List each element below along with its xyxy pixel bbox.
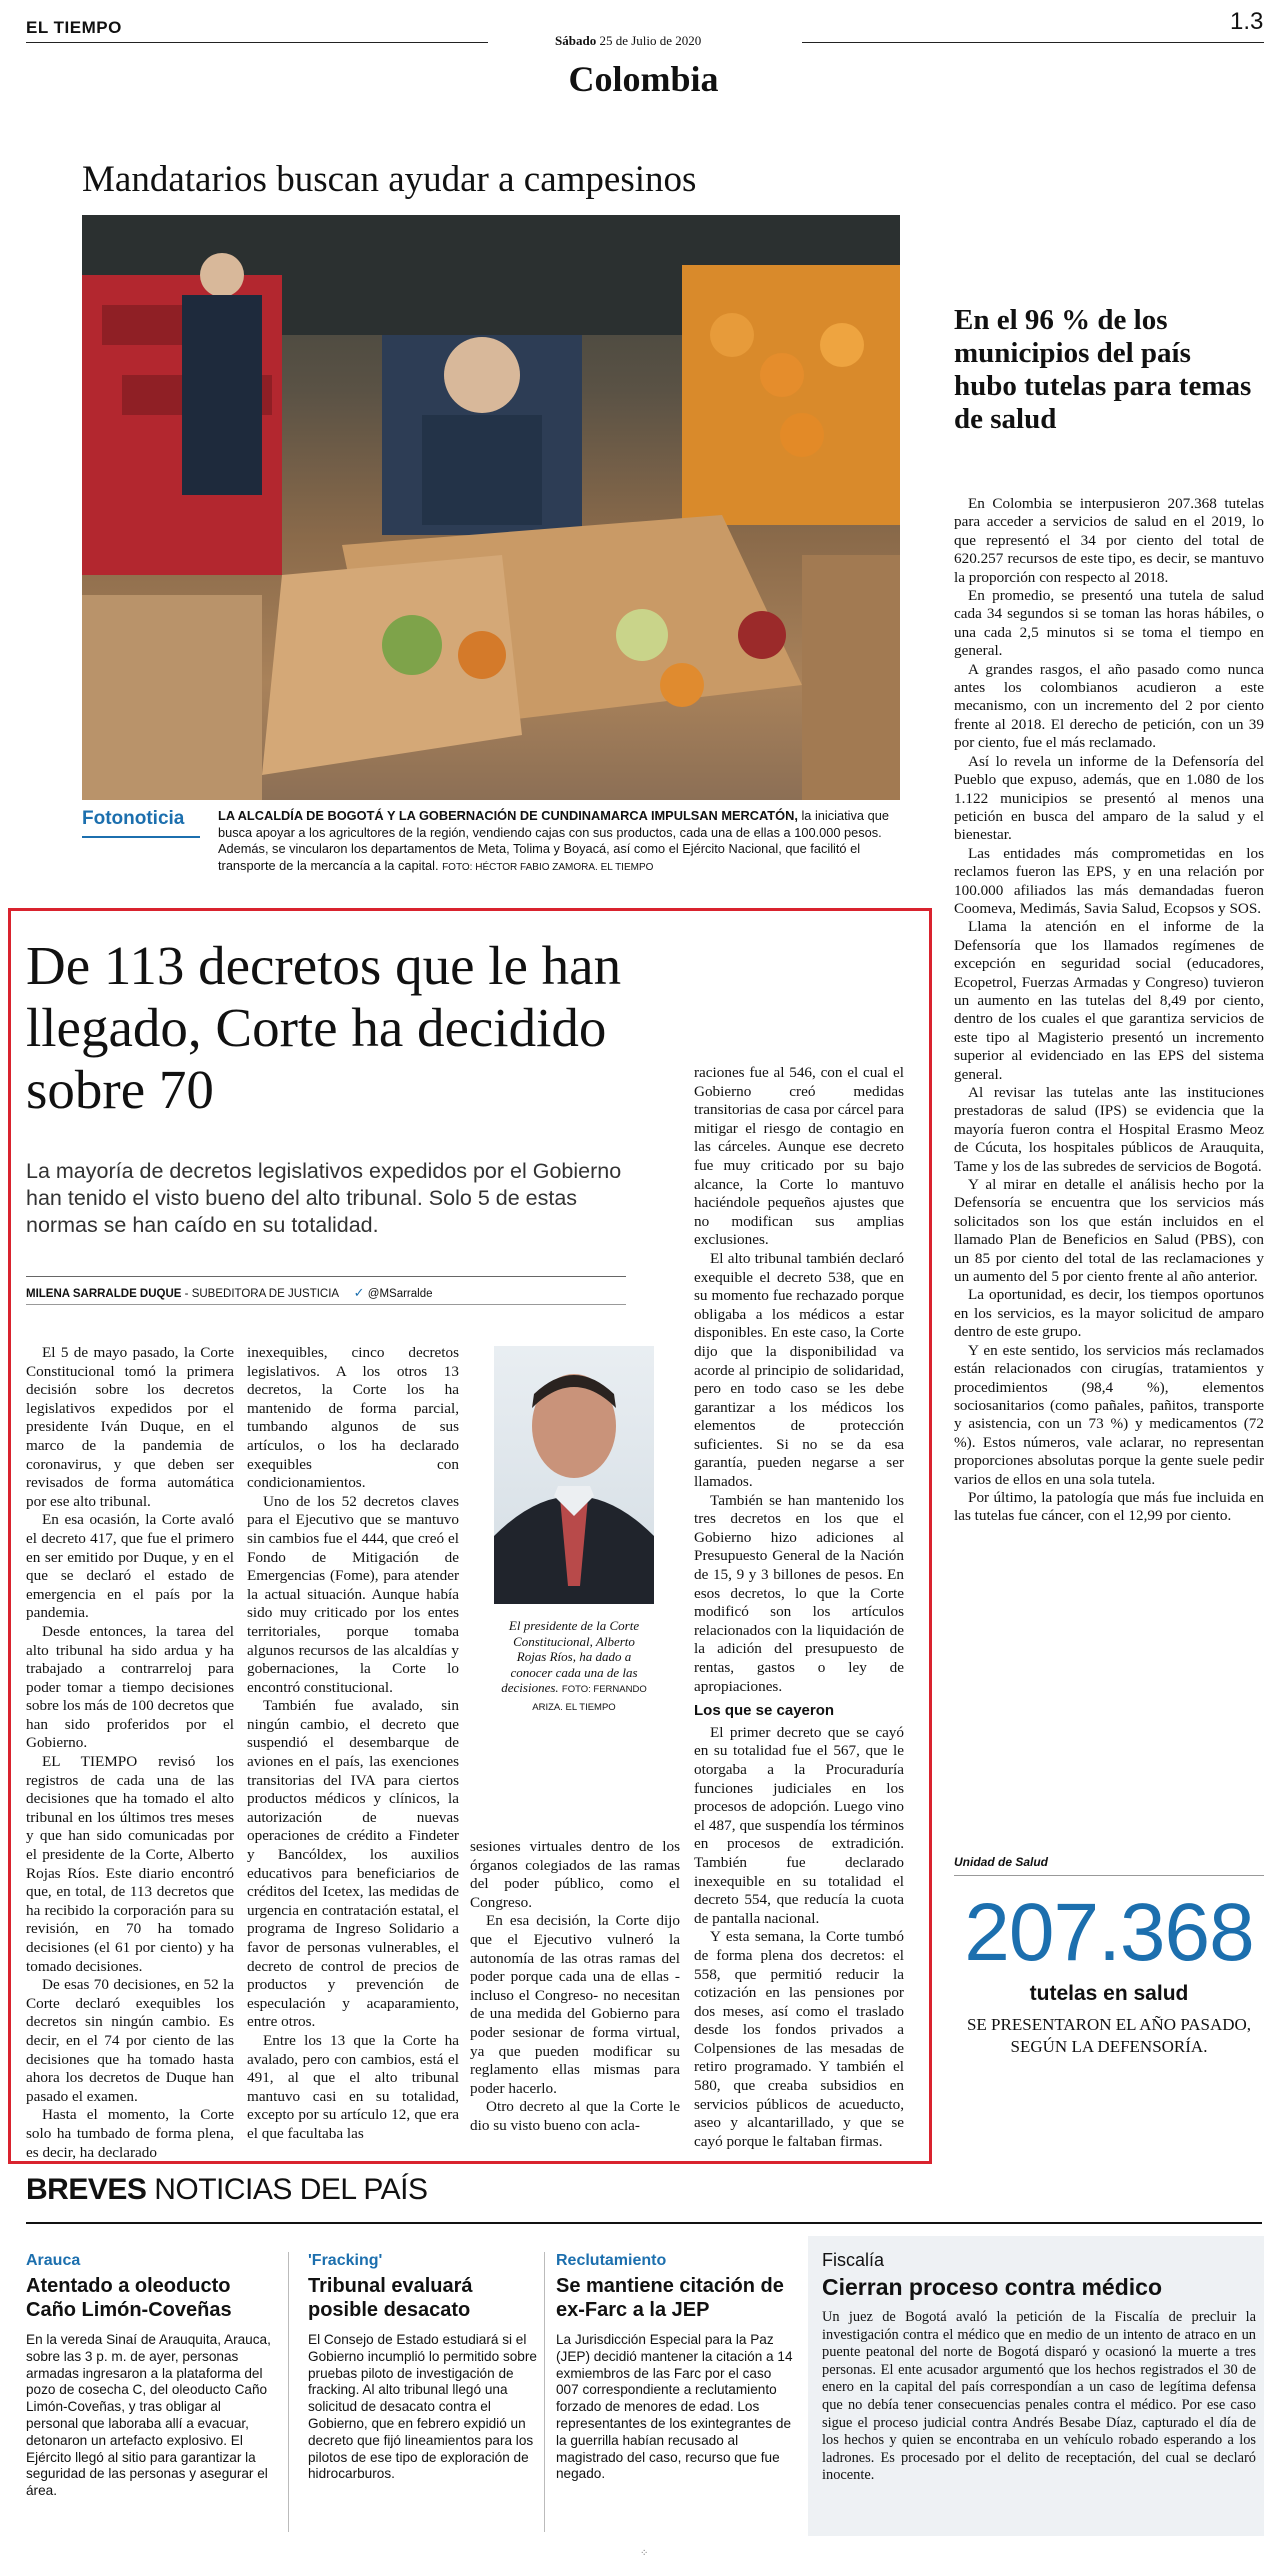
big-number-label: tutelas en salud (1029, 1982, 1189, 2005)
justice-photo-caption (500, 1618, 648, 1716)
article-para: Entre los 13 que la Corte ha avalado, pero con cambios, está el 491, al que el alto tribunal mantuvo casi en su totalidad, excepto por su artículo 12, que era el que facultaba las (247, 2031, 459, 2142)
sidebar-para: En Colombia se interpusieron 207.368 tutelas para acceder a servicios de salud en el 2019, lo que representó el 34 por ciento del total de 620.257 recursos de este tipo, es decir, se mantuvo la proporción con respecto al 2018. (954, 495, 1264, 586)
twitter-handle[interactable]: @MSarralde (367, 1288, 433, 1300)
twitter-icon[interactable]: ✓ (353, 1285, 365, 1300)
sidebar-para: Llama la atención en el informe de la Defensoría que los llamados regímenes de excepción en seguridad social (educadores, Ecopetrol, Fuerzas Armadas y Congreso) tuvieron un aumento en las tutelas del 8,49 por ciento, dentro de los cuales el que garantiza servicios de este tipo al Magisterio presentó un incremento superior al evidenciado en las EPS del sistema general. (954, 918, 1264, 1083)
date-day: Sábado (555, 33, 597, 48)
brief-divider (544, 2252, 545, 2532)
photo-story-headline: Mandatarios buscan ayudar a campesinos (82, 159, 697, 200)
brief-reclutamiento (556, 2252, 796, 2483)
article-para: En esa decisión, la Corte dijo que el Ejecutivo vulneró la autonomía de las otras ramas del poder porque cada una de ellas -incluso el Congreso- no necesitan de una medida del Gobierno para poder sesionar de forma virtual, ya que pueden modificar su reglamento ellas mismas para poder hacerlo. (470, 1912, 680, 2097)
article-subhead: Los que se cayeron (694, 1702, 835, 1720)
deck-rule (26, 1276, 626, 1277)
big-number-note: SE PRESENTARON EL AÑO PASADO, SEGÚN LA DEFENSORÍA. (966, 2015, 1252, 2056)
photo-caption-lead: LA ALCALDÍA DE BOGOTÁ Y LA GOBERNACIÓN DE CUNDINAMARCA IMPULSAN MERCATÓN, (218, 808, 798, 823)
sidebar-para: La oportunidad, es decir, los tiempos oportunos en los servicios, es la mayor solicitud de amparo dentro de este grupo. (954, 1286, 1264, 1341)
sidebar-para: Así lo revela un informe de la Defensoría del Pueblo que expuso, además, que en 1.080 de los 1.122 municipios se presentó al menos una petición en busca del amparo de la salud y el bienestar. (954, 752, 1264, 844)
briefs-rule (26, 2222, 1262, 2224)
article-col-3 (470, 1838, 680, 2136)
brief-headline: Cierran proceso contra médico (822, 2274, 1162, 2300)
photo-caption-text: la iniciativa que busca apoyar a los agricultores de la región, vendiendo cajas con sus productos, cada una de ellas a 100.000 pesos. Además, se vincularon los departamentos de Meta, Tolima y Boyacá, así como el Ejército Nacional, que facilitó el transporte de la mercancía a la capital. (218, 808, 889, 873)
date-rest: 25 de Julio de 2020 (599, 33, 702, 48)
article-para: Uno de los 52 decretos claves para el Ejecutivo que se mantuvo sin cambios fue el 444, que creó el Fondo de Mitigación de Emergencias (Fome), para atender la actual situación. Aunque había sido muy criticado por los entes territoriales, porque tomaba algunos recursos de las alcaldías y gobernaciones, la Corte lo encontró constitucional. (247, 1492, 459, 1696)
big-number: 207.368 (964, 1887, 1254, 1978)
sidebar-para: En promedio, se presentó una tutela de salud cada 34 segundos si se toman las horas hábiles, o una cada 2,5 minutos si se toma el tiempo en general. (954, 587, 1264, 660)
photo-credit: FOTO: HÉCTOR FABIO ZAMORA. EL TIEMPO (442, 861, 654, 873)
justice-caption-text: El presidente de la Corte Constitucional, Alberto Rojas Ríos, ha dado a conocer cada una de las decisiones. (501, 1618, 640, 1696)
masthead: EL TIEMPO (26, 18, 122, 37)
briefs-title-bold: BREVES (26, 2173, 147, 2206)
photo-tag-rule (82, 836, 200, 838)
brief-kicker: Reclutamiento (556, 2252, 667, 2269)
article-para: Otro decreto al que la Corte le dio su visto bueno con acla- (470, 2098, 680, 2134)
article-para: De esas 70 decisiones, en 52 la Corte declaró exequibles los decretos sin ningún cambio. Es decir, en el 74 por ciento de las decisiones que ha tomado hasta ahora los decretos de Duque han pasado el examen. (26, 1976, 234, 2105)
article-deck: La mayoría de decretos legislativos expedidos por el Gobierno han tenido el visto bueno del alto tribunal. Solo 5 de estas normas se han caído en su totalidad. (26, 1159, 622, 1237)
sidebar-body (954, 495, 1264, 1526)
article-para: El alto tribunal también declaró exequible el decreto 538, que en su momento fue rechazado porque obligaba a los médicos a estar disponibles. En este caso, la Corte dijo que la disponibilidad va acorde al principio de solidaridad, pero en todo caso se les debe garantizar a los médicos los elementos de protección suficientes. Si no se da esa garantía, pueden negarse a ser llamados. (694, 1249, 904, 1491)
article-para: Desde entonces, la tarea del alto tribunal ha sido ardua y ha trabajado a contrarreloj para poder tomar a tiempo decisiones sobre los más de 100 decretos que han sido proferidos por el Gobierno. (26, 1622, 234, 1752)
justice-photo-credit: FOTO: FERNANDO ARIZA. EL TIEMPO (532, 1684, 647, 1713)
article-para: raciones fue al 546, con el cual el Gobierno creó medidas transitorias de casa por cárcel para mitigar el riesgo de contagio en las cárceles. Aunque ese decreto fue muy criticado por su bajo alcance, la Corte lo mantuvo haciéndole pequeños ajustes que no modifican sus amplias exclusiones. (694, 1064, 904, 1249)
brief-kicker: Arauca (26, 2252, 81, 2269)
brief-arauca (26, 2252, 274, 2500)
briefs-title-rest: NOTICIAS DEL PAÍS (154, 2173, 428, 2206)
article-headline: De 113 decretos que le han llegado, Corte ha decidido sobre 70 (26, 935, 622, 1120)
market-photo (82, 215, 900, 800)
byline-rule (26, 1304, 626, 1305)
article-para: inexequibles, cinco decretos legislativos. A los otros 13 decretos, la Corte los ha mantenido de forma parcial, tumbando algunos de sus artículos, o los ha declarado exequibles con condicionamientos. (247, 1344, 459, 1492)
brief-kicker: Fiscalía (822, 2250, 885, 2270)
brief-text: Un juez de Bogotá avaló la petición de la Fiscalía de precluir la investigación contra el médico que en medio de un intento de atraco en un puente peatonal del norte de Bogotá disparó y ocasionó la muerte a tres personas. El ente acusador argumentó que los hechos registrados el 30 de enero en la capital del país correspondían a un caso de legítima defensa que no debía tener consecuencias penales contra el médico. Por ese caso sigue el proceso judicial contra Andrés Besabe Díaz, capturado el día de los hechos y quien se encontraba en un vehículo robado esperando a los ladrones. Es procesado por el delito de receptación, del cual se declaró inocente. (822, 2309, 1256, 2484)
brief-headline: Se mantiene citación de ex-Farc a la JEP (556, 2275, 784, 2321)
photo-tag: Fotonoticia (82, 808, 185, 829)
article-para: EL TIEMPO revisó los registros de cada una de las decisiones que ha tomado el alto tribunal en los últimos tres meses y que han sido comunicadas por el presidente de la Corte, Alberto Rojas Ríos. Este diario encontró que, en total, de 113 decretos que ha recibido la corporación para su revisión, en 70 ha tomado decisiones (el 61 por ciento) y ha tomado decisiones. (26, 1753, 234, 1975)
sidebar-para: Al revisar las tutelas ante las instituciones prestadoras de salud (IPS) se evidencia que la mayoría fueron contra el Hospital Erasmo Meoz de Cúcuta, los hospitales públicos de Arauquita, Tame y los de las subredes de servicios de Bogotá. (954, 1084, 1264, 1175)
article-para: El primer decreto que se cayó en su totalidad fue el 567, que le otorgaba a la Procuraduría funciones judiciales en los procesos de adopción. Luego vino el 487, que suspendía los términos en procesos de extradición. También fue declarado inexequible en su totalidad el decreto 554, que reducía la cuota de pantalla nacional. (694, 1723, 904, 1927)
article-col-2 (247, 1344, 459, 2144)
article-para: En esa ocasión, la Corte avaló el decreto 417, que fue el primero en ser emitido por Duque, y en el que se declaró el estado de emergencia en el país por la pandemia. (26, 1511, 234, 1622)
brief-text: La Jurisdicción Especial para la Paz (JEP) decidió mantener la citación a 14 exmiembros de las Farc por el caso 007 correspondiente a reclutamiento forzado de menores de edad. Los representantes de los exintegrantes de la guerrilla habían recusado al magistrado del caso, recurso que fue negado. (556, 2332, 793, 2482)
article-col-4 (694, 1064, 904, 2151)
header-rule-left (26, 42, 488, 43)
brief-kicker: 'Fracking' (308, 2252, 383, 2269)
justice-portrait (494, 1346, 654, 1604)
brief-text: En la vereda Sinaí de Arauquita, Arauca, sobre las 3 p. m. de ayer, personas armadas ingresaron a la plataforma del pozo de cosecha C, del oleoducto Caño Limón-Coveñas, y tras obligar al personal que laboraba allí a evacuar, detonaron un artefacto explosivo. El Ejército llegó al sitio para garantizar la seguridad de las personas y asegurar el área. (26, 2332, 271, 2499)
article-col-1 (26, 1344, 234, 2162)
article-para: Y esta semana, la Corte tumbó de forma plena dos decretos: el 558, que permitió reducir la cotización en las pensiones por dos meses, así como el traslado desde los fondos privados a Colpensiones de las mesadas de retiro programado. Y también el 580, que creaba subsidios en servicios públicos de acueducto, aseo y alcantarillado, y que se cayó porque le faltaban firmas. (694, 1928, 904, 2150)
sidebar-para: A grandes rasgos, el año pasado como nunca antes los colombianos acudieron a este mecanismo, con un incremento del 2 por ciento frente al 2018. El derecho de petición, con un 39 por ciento, fue el más reclamado. (954, 660, 1264, 752)
byline-role: - SUBEDITORA DE JUSTICIA (184, 1288, 339, 1300)
header-rule-right (802, 42, 1264, 43)
photo-caption (218, 808, 900, 876)
brief-text: El Consejo de Estado estudiará si el Gobierno incumplió lo permitido sobre pruebas piloto de investigación de fracking. Al alto tribunal llegó una solicitud de desacato contra el Gobierno, que en febrero expidió un decreto que fijó lineamientos para los pilotos de ese tipo de exploración de hidrocarburos. (308, 2332, 537, 2482)
article-para: sesiones virtuales dentro de los órganos colegiados de las ramas del poder público, como el Congreso. (470, 1838, 680, 1911)
issue-date (555, 33, 701, 49)
justice-photo (494, 1346, 654, 1604)
article-para: El 5 de mayo pasado, la Corte Constitucional tomó la primera decisión sobre los decretos legislativos expedidos por el presidente Iván Duque, en el marco de la pandemia de coronavirus, y que deben ser revisados de forma automática por ese alto tribunal. (26, 1344, 234, 1510)
market-photo-illustration (82, 215, 900, 800)
brief-headline: Tribunal evaluará posible desacato (308, 2275, 473, 2321)
sidebar-credit: Unidad de Salud (954, 1855, 1049, 1869)
byline-name: MILENA SARRALDE DUQUE (26, 1288, 182, 1300)
brief-fiscalia (822, 2250, 1256, 2485)
section-title: Colombia (568, 59, 719, 99)
sidebar-credit-rule (954, 1875, 1264, 1876)
briefs-title (26, 2173, 427, 2207)
brief-fracking (308, 2252, 538, 2483)
article-para: Hasta el momento, la Corte solo ha tumbado de forma plena, es decir, ha declarado (26, 2106, 234, 2161)
brief-divider (288, 2252, 289, 2532)
page-number: 1.3 (1230, 8, 1264, 35)
footer-mark: ⁘ (640, 2548, 649, 2559)
sidebar-para: Las entidades más comprometidas en los reclamos fueron las EPS, y en una relación por 100.000 afiliados las más demandadas fueron Coomeva, Medimás, Savia Salud, Ecopsos y SOS. (954, 844, 1264, 917)
byline (26, 1285, 433, 1301)
sidebar-para: Y en este sentido, los servicios más reclamados están relacionados con cirugías, tratamientos y procedimientos (98,4 %), elementos sociosanitarios (como pañales, pañitos, transporte y asistencia, con un 73 %) y medicamentos (72 %). Estos números, vale aclarar, no representan proporciones absolutas porque la gente suele pedir varios de ellos en una sola tutela. (954, 1341, 1264, 1488)
sidebar-para: Y al mirar en detalle el análisis hecho por la Defensoría se encuentra que los servicios más solicitados son los que están incluidos en el llamado Plan de Beneficios en Salud (PBS), con un 85 por ciento del total de las reclamaciones y un aumento del 5 por ciento frente al año anterior. (954, 1176, 1264, 1286)
article-para: También se han mantenido los tres decretos en los que el Gobierno hizo adiciones al Presupuesto General de la Nación de 15, 9 y 3 billones de pesos. En esos decretos, lo que la Corte modificó son los artículos relacionados con la liquidación de la adición del presupuesto de rentas, gastos o ley de apropiaciones. (694, 1491, 904, 1695)
sidebar-para: Por último, la patología que más fue incluida en las tutelas fue cáncer, con el 12,99 por ciento. (954, 1488, 1264, 1525)
brief-headline: Atentado a oleoducto Caño Limón-Coveñas (26, 2275, 232, 2321)
article-para: También fue avalado, sin ningún cambio, el decreto que suspendió el desembarque de aviones en el país, las exenciones transitorias del IVA para ciertos productos médicos y clínicos, la autorización de nuevas operaciones de crédito a Findeter y Bancóldex, los auxilios educativos para beneficiarios de créditos del Icetex, las medidas de urgencia en contratación estatal, el programa de Ingreso Solidario a favor de personas vulnerables, el decreto de control de precios de productos y prevención de especulación y acaparamiento, entre otros. (247, 1697, 459, 2031)
sidebar-headline: En el 96 % de los municipios del país hubo tutelas para temas de salud (954, 304, 1252, 435)
